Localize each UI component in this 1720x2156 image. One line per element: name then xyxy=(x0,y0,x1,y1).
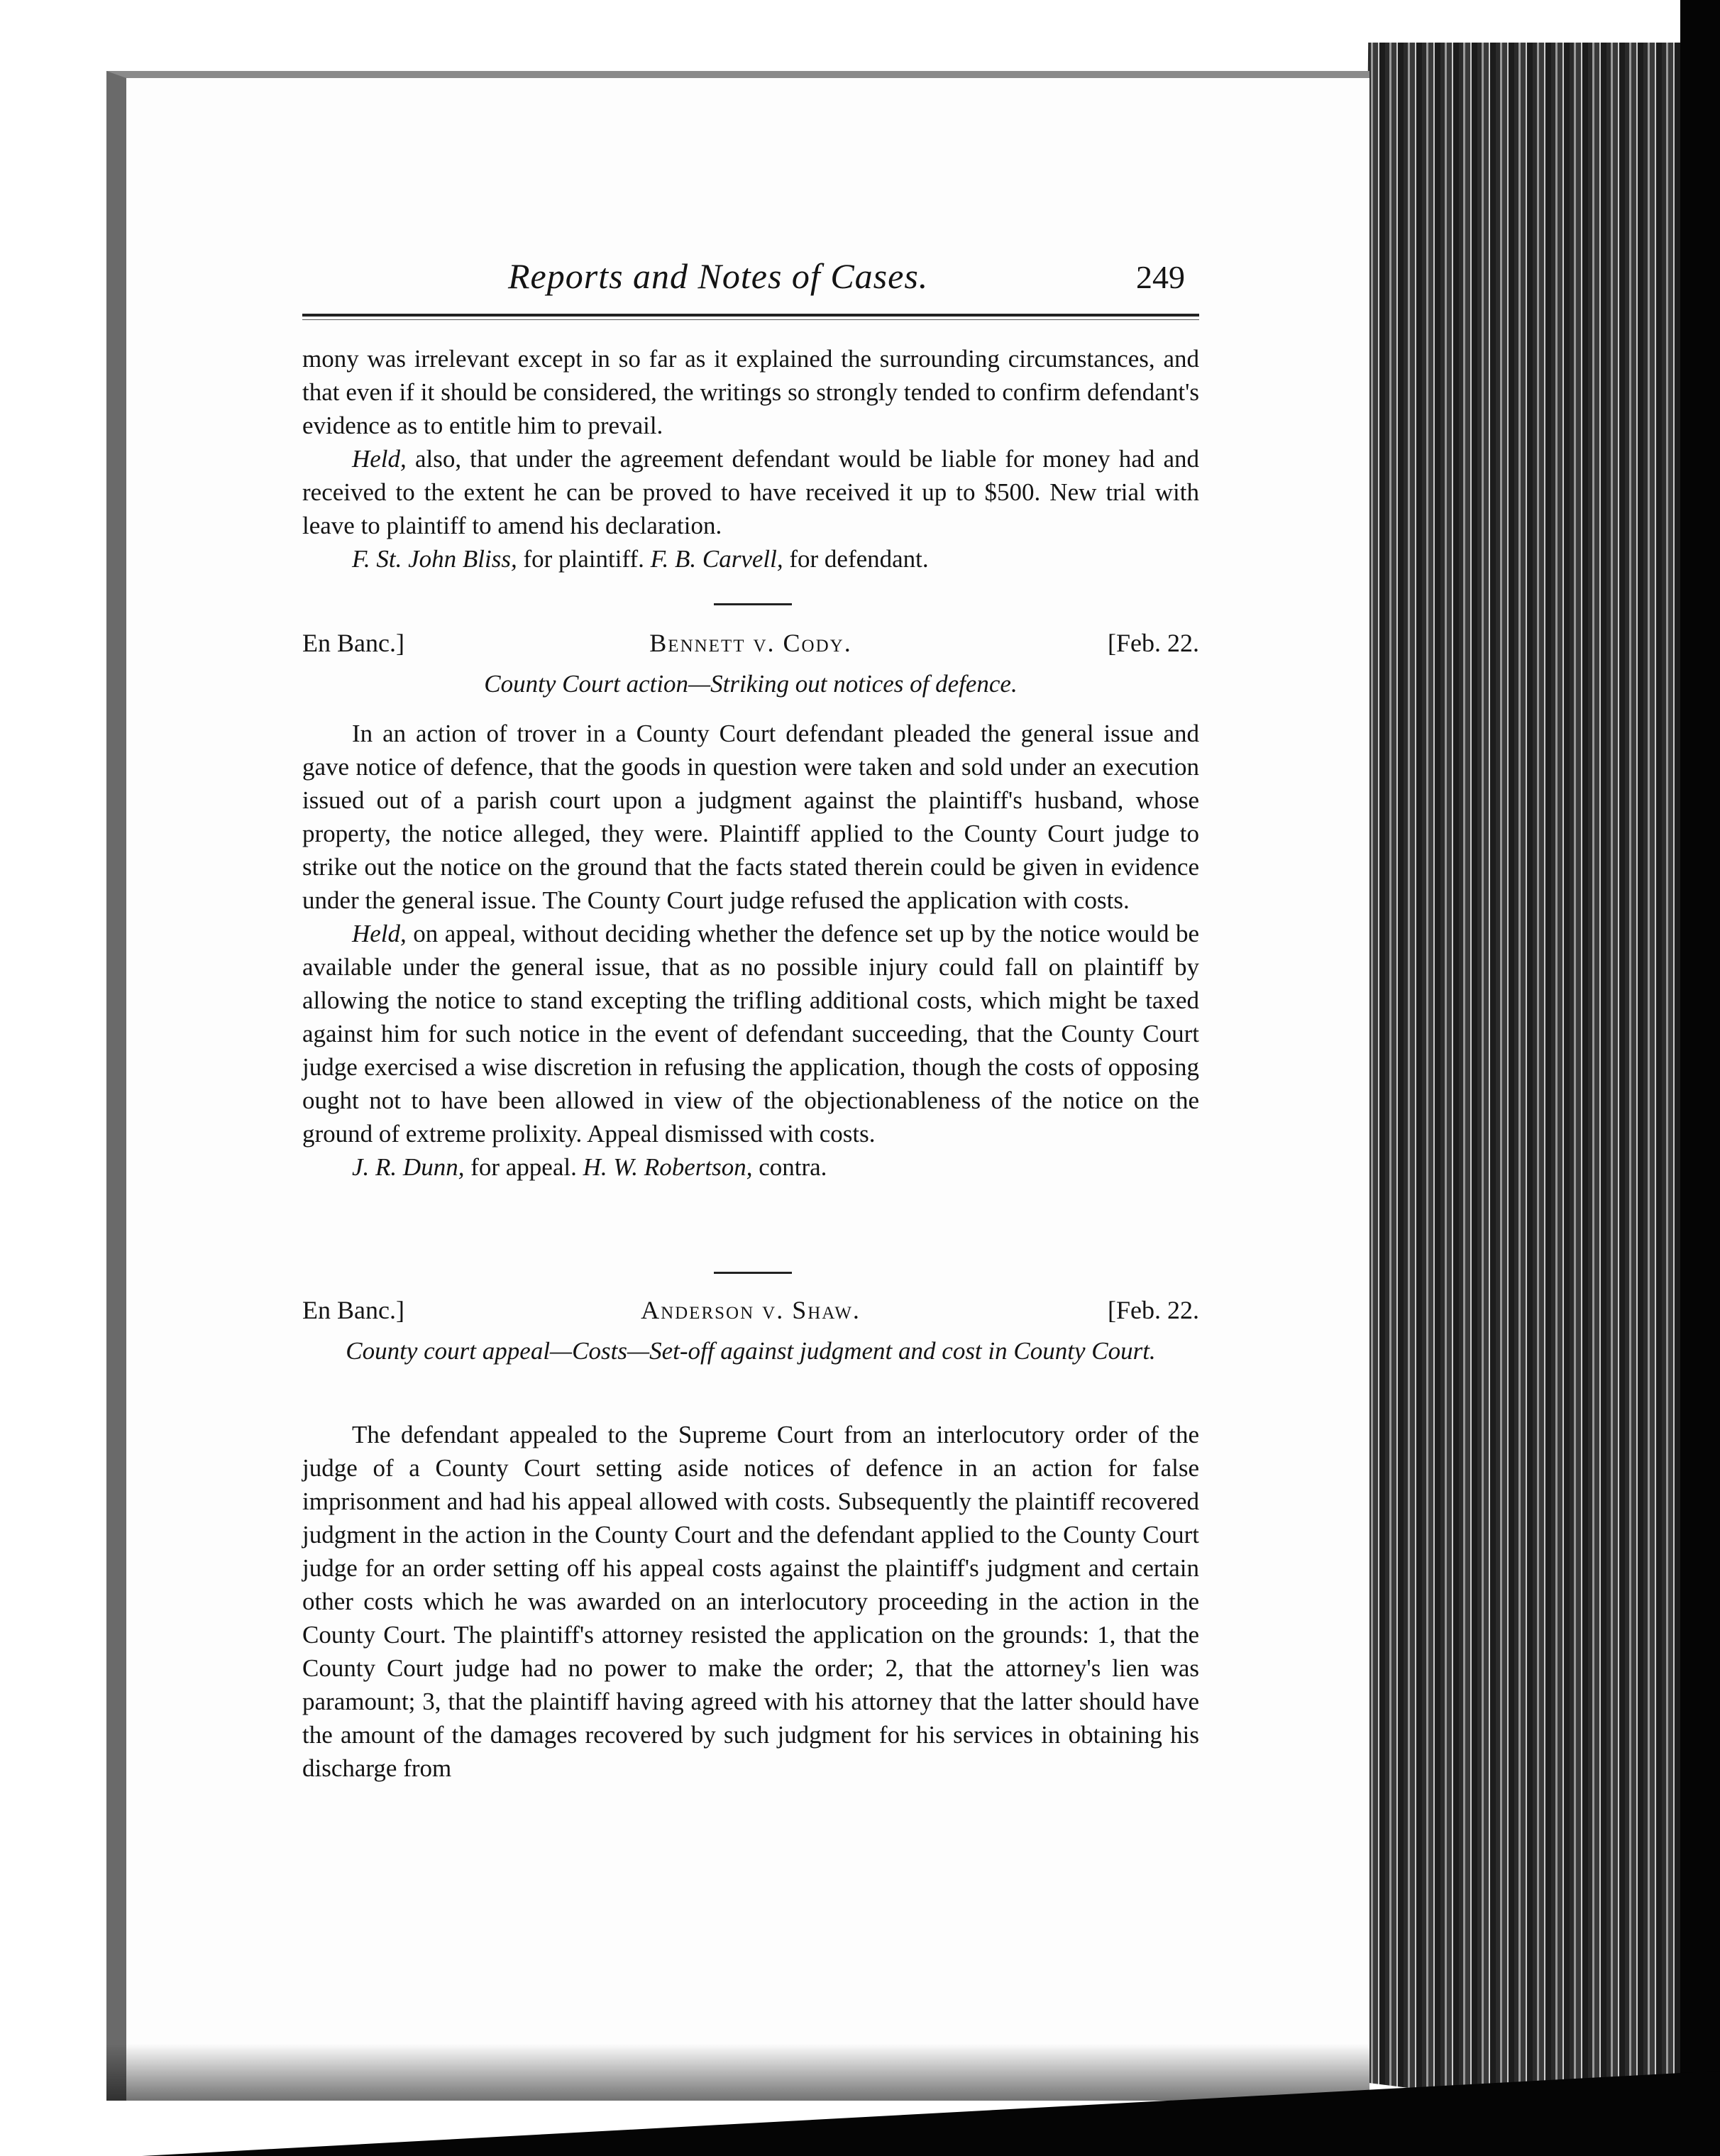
header-rule-thin xyxy=(302,319,1199,320)
case3-title: Anderson v. Shaw. xyxy=(641,1296,861,1324)
book-page-edges xyxy=(1348,43,1682,2122)
scan-right-border xyxy=(1680,0,1720,2156)
page-bottom-shadow xyxy=(106,2044,1369,2101)
case2-counsel: J. R. Dunn, for appeal. H. W. Robertson, contra. xyxy=(352,1153,827,1181)
counsel-name: J. R. Dunn, xyxy=(352,1153,465,1181)
case3-paragraph: The defendant appealed to the Supreme Court from an interlocutory order of the judge of a County Court setting aside notices of defence in an action for false imprisonment and had his appeal allowed with costs. Subsequently the plaintiff recovered judgment in the action in the County Court and the defendant applied to the County Court judge for an order setting off his appeal costs against the plaintiff's judgment and certain other costs which he was awarded on an interlocutory proceeding in the action in the County Court. The plaintiff's attorney resisted the application on the grounds: 1, that the County Court judge had no power to make the order; 2, that the attorney's lien was paramount; 3, that the plaintiff having agreed with his attorney that the latter should have the amount of the damages recovered by such judgment for his services in obtaining his discharge from xyxy=(302,1421,1199,1782)
running-head xyxy=(302,255,1199,305)
case3-court: En Banc.] xyxy=(302,1296,404,1324)
text-column xyxy=(302,255,1199,1782)
header-rule xyxy=(302,314,1199,317)
held-label: Held, xyxy=(352,445,407,473)
counsel-name: F. St. John Bliss, xyxy=(352,545,517,573)
case2-date: [Feb. 22. xyxy=(1108,629,1199,657)
held-label: Held, xyxy=(352,920,407,947)
case1-continuation xyxy=(302,342,1199,576)
case-separator xyxy=(714,603,792,605)
case3-body xyxy=(302,1418,1199,1785)
case2-subject: County Court action—Striking out notices of defence. xyxy=(484,670,1018,698)
case2-heading xyxy=(302,628,1199,664)
case2-court: En Banc.] xyxy=(302,629,404,657)
case2-held-paragraph: Held, on appeal, without deciding whether the defence set up by the notice would be available under the general issue, that as no possible injury could fall on plaintiff by allowing the notice to stand excepting the trifling additional costs, which might be taxed against him for such notice in the event of defendant succeeding, that the County Court judge exercised a wise discretion in refusing the application, though the costs of opposing ought not to have been allowed in view of the objectionableness of the notice on the ground of extreme prolixity. Appeal dismissed with costs. xyxy=(302,920,1199,1148)
case3-date: [Feb. 22. xyxy=(1108,1296,1199,1324)
page-number: 249 xyxy=(1136,259,1185,295)
case1-paragraph: mony was irrelevant except in so far as it explained the surrounding circumstances, and that even if it should be considered, the writings so strongly tended to confirm defendant's evidence as to entitle him to prevail. xyxy=(302,345,1199,439)
case1-counsel: F. St. John Bliss, for plaintiff. F. B. Carvell, for defendant. xyxy=(352,545,929,573)
running-title: Reports and Notes of Cases. xyxy=(508,256,929,296)
case1-held-paragraph: Held, also, that under the agreement defendant would be liable for money had and received to the extent he can be proved to have received it up to $500. New trial with leave to plaintiff to amend his declaration. xyxy=(302,445,1199,539)
case2-paragraph: In an action of trover in a County Court defendant pleaded the general issue and gave notice of defence, that the goods in question were taken and sold under an execution issued out of a parish court upon a judgment against the plaintiff's husband, whose property, the notice alleged, they were. Plaintiff applied to the County Court judge to strike out the notice on the ground that the facts stated therein could be given in evidence under the general issue. The County Court judge refused the application with costs. xyxy=(302,720,1199,914)
case2-title: Bennett v. Cody. xyxy=(649,629,852,657)
case3-heading xyxy=(302,1295,1199,1331)
case-separator xyxy=(714,1272,792,1274)
counsel-name: H. W. Robertson, xyxy=(583,1153,753,1181)
case3-subject: County court appeal—Costs—Set-off against judgment and cost in County Court. xyxy=(346,1337,1156,1365)
counsel-name: F. B. Carvell, xyxy=(650,545,783,573)
case2-body xyxy=(302,717,1199,1184)
